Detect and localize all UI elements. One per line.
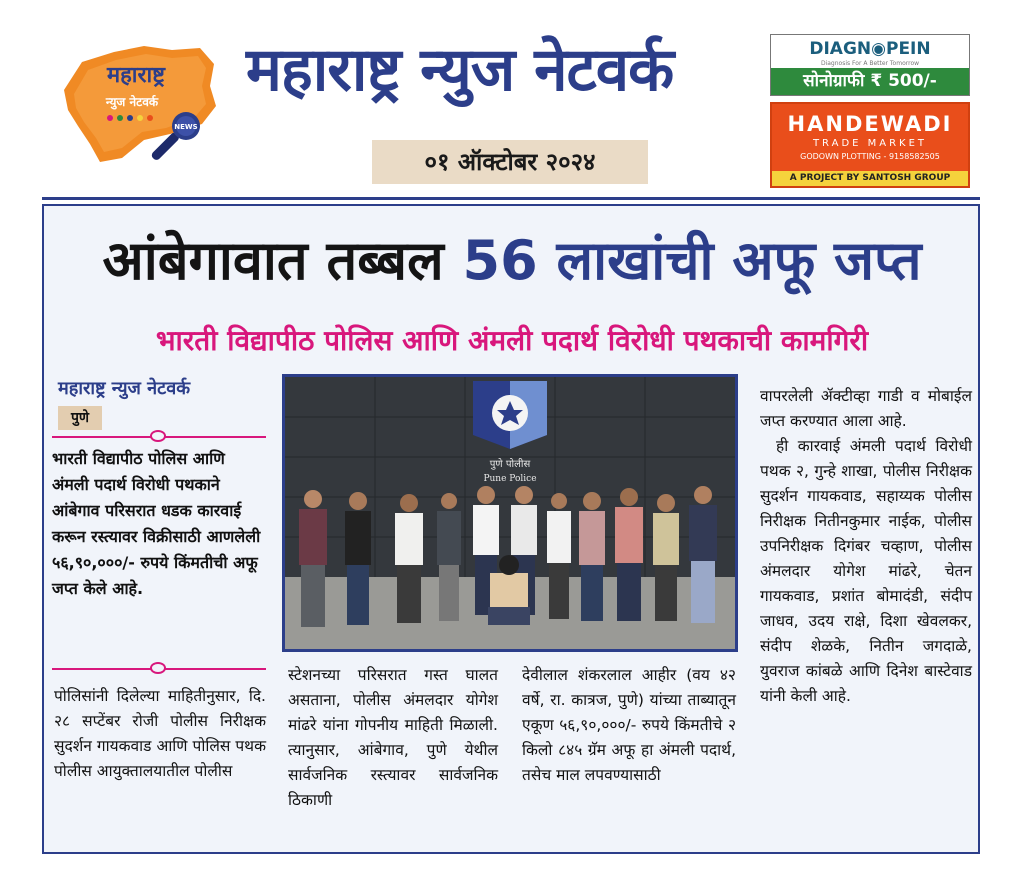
body-column-4-para2: ही कारवाई अंमली पदार्थ विरोधी पथक २, गुन्हे शाखा, पोलीस निरीक्षक सुदर्शन गायकवाड, सहाय्यक पोलीस निरीक्षक नितीनकुमार नाईक, पोलीस उपनिरीक्षक दिगंबर चव्हाण, पोलीस अंमलदार योगेश मांढरे, चेतन गायकवाड, प्रशांत बोमादंडी, संदीप जाधव, उदय राक्षे, दिशा खेवलकर, संदीप शेळके, नितीन जगदाळे, युवराज कांबळे आणि दिनेश बास्टेवाड यांनी केली आहे. [760,437,972,705]
handewadi-sub: TRADE MARKET [812,138,928,149]
diagnopein-brand: DIAGN◉PEIN [809,39,931,59]
logo-title: महाराष्ट्र [106,63,166,88]
byline: महाराष्ट्र न्युज नेटवर्क [58,378,191,399]
ornament-knot-icon [150,430,166,442]
news-photo [282,374,738,652]
mic-label: NEWS [174,123,198,131]
logo-subtitle: न्युज नेटवर्क [105,95,159,109]
ornament-knot-icon [150,662,166,674]
publication-logo [52,40,220,168]
headline [52,216,972,306]
body-column-2: स्टेशनच्या परिसरात गस्त घालत असताना, पोलीस अंमलदार योगेश मांढरे यांना गोपनीय माहिती मिळाली. त्यानुसार, आंबेगाव, पुणे येथील सार्वजनिक रस्त्यावर सार्वजनिक ठिकाणी [288,666,498,809]
headline-part1: आंबेगावात तब्बल [102,229,463,292]
subheadline: भारती विद्यापीठ पोलिस आणि अंमली पदार्थ विरोधी पथकाची कामगिरी [155,324,869,357]
issue-date: ०१ ऑक्टोबर २०२४ [372,140,648,184]
ornament-divider [52,436,266,438]
publication-title: महाराष्ट्र न्युज नेटवर्क [246,35,674,105]
headline-part3: अफू जप्त [732,229,922,292]
maharashtra-map-logo [52,40,220,168]
sign-english: Pune Police [483,474,537,484]
body-column-4-para1: वापरलेली ॲक्टीव्हा गाडी व मोबाईल जप्त करण्यात आला आहे. [760,387,972,430]
dateline-location: पुणे [58,406,102,430]
handewadi-ad[interactable] [770,102,970,188]
body-column-4 [760,384,972,709]
police-team-photo [285,377,735,649]
masthead-rule [42,197,980,200]
handewadi-footer: A PROJECT BY SANTOSH GROUP [772,171,968,186]
sign-marathi: पुणे पोलीस [489,459,531,470]
ornament-divider [52,668,266,670]
body-column-3: देवीलाल शंकरलाल आहीर (वय ४२ वर्षे, रा. कात्रज, पुणे) यांच्या ताब्यातून एकूण ५६,९०,०००/- रुपये किंमतीचे २ किलो ८४५ ग्रॅम अफू हा अंमली पदार्थ, तसेच माल लपवण्यासाठी [522,666,736,784]
sonography-offer: सोनोग्राफी ₹ 500/- [771,68,969,95]
diagnopein-ad[interactable] [770,34,970,96]
headline-part2: 56 लाखांची [462,229,733,292]
pune-police-emblem [473,381,547,449]
body-column-1: पोलिसांनी दिलेल्या माहितीनुसार, दि. २८ सप्टेंबर रोजी पोलीस निरीक्षक सुदर्शन गायकवाड आणि पोलिस पथक पोलीस आयुक्तालयातील पोलीस [54,687,266,780]
lede-paragraph: भारती विद्यापीठ पोलिस आणि अंमली पदार्थ विरोधी पथकाने आंबेगाव परिसरात धडक कारवाई करून रस्त्यावर विक्रीसाठी आणलेली ५६,९०,०००/- रुपये किंमतीची अफू जप्त केले आहे. [52,449,261,598]
handewadi-name: HANDEWADI [787,112,953,136]
handewadi-contact: GODOWN PLOTTING - 9158582505 [800,152,940,161]
diagnopein-tagline: Diagnosis For A Better Tomorrow [820,60,920,67]
